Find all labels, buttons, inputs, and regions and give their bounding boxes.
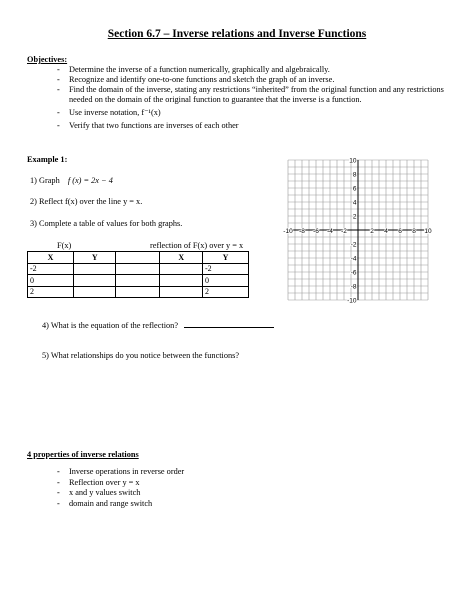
x-tick-label: -6	[313, 228, 319, 235]
property-item: - domain and range switch	[57, 499, 184, 509]
table-cell[interactable]	[74, 286, 116, 298]
table-header-row	[28, 252, 249, 264]
table-row	[28, 286, 249, 298]
y-tick-label: -8	[350, 283, 357, 291]
y-tick-label: -6	[350, 269, 357, 277]
y-tick-label: 8	[352, 171, 357, 179]
y-tick-label: -10	[347, 297, 357, 305]
header-y: Y	[74, 252, 116, 264]
property-item: - Reflection over y = x	[57, 478, 184, 488]
x-tick-label: 6	[398, 228, 402, 235]
header-gap	[116, 252, 160, 264]
table-cell[interactable]	[74, 275, 116, 287]
x-tick-label: -2	[341, 228, 347, 235]
function-expression: f (x) = 2x − 4	[67, 176, 113, 185]
table-cell	[116, 275, 160, 287]
y-tick-label: -4	[350, 255, 357, 263]
values-table	[27, 251, 249, 298]
table-cell[interactable]: 2	[202, 286, 248, 298]
table-cell	[116, 286, 160, 298]
x-tick-label: -8	[299, 228, 305, 235]
table-row	[28, 275, 249, 287]
x-tick-label: 4	[384, 228, 388, 235]
coordinate-grid-svg	[280, 156, 440, 306]
y-tick-label: 6	[352, 185, 357, 193]
objective-item: - Use inverse notation, f⁻¹(x)	[57, 108, 452, 118]
y-tick-label: 2	[352, 213, 357, 221]
page-title: Section 6.7 – Inverse relations and Inverse Functions	[107, 28, 367, 40]
table-cell[interactable]: 0	[28, 275, 74, 287]
step-4-text: 4) What is the equation of the reflection?	[42, 321, 179, 330]
table-cell[interactable]	[160, 263, 202, 275]
y-tick-label: 4	[352, 199, 357, 207]
property-item: - x and y values switch	[57, 488, 184, 498]
step-4	[42, 320, 274, 331]
objective-item: - Determine the inverse of a function numerically, graphically and algebraically.	[57, 65, 452, 75]
header-y-reflect: Y	[202, 252, 248, 264]
objectives-heading: Objectives:	[27, 55, 68, 64]
y-tick-label: -2	[350, 241, 357, 249]
objective-item: - Verify that two functions are inverses of each other	[57, 121, 452, 131]
table-cell	[116, 263, 160, 275]
table-label-original: F(x)	[57, 241, 72, 250]
table-row	[28, 263, 249, 275]
properties-heading: 4 properties of inverse relations	[27, 450, 139, 459]
step-5: 5) What relationships do you notice between the functions?	[42, 351, 240, 360]
property-item: - Inverse operations in reverse order	[57, 467, 184, 477]
objectives-list	[57, 65, 452, 131]
step-2: 2) Reflect f(x) over the line y = x.	[30, 197, 143, 206]
table-cell[interactable]: -2	[202, 263, 248, 275]
step-1	[30, 176, 113, 186]
table-cell[interactable]	[74, 263, 116, 275]
x-tick-label: 8	[412, 228, 416, 235]
x-tick-label: 10	[424, 228, 432, 235]
step-1-text: 1) Graph	[30, 176, 60, 185]
table-cell[interactable]: 2	[28, 286, 74, 298]
x-tick-label: -4	[327, 228, 333, 235]
table-cell[interactable]	[160, 286, 202, 298]
header-x-reflect: X	[160, 252, 202, 264]
objective-item: - Find the domain of the inverse, stating any restrictions “inherited” from the original function and any restrictions needed on the domain of the original function to guarantee that the inverse is a function.	[57, 85, 452, 104]
table-cell[interactable]: 0	[202, 275, 248, 287]
answer-blank[interactable]	[184, 320, 274, 328]
coordinate-grid[interactable]	[280, 156, 440, 309]
y-tick-label: 10	[349, 157, 357, 165]
table-cell[interactable]	[160, 275, 202, 287]
table-label-reflection: reflection of F(x) over y = x	[150, 241, 244, 250]
properties-list	[57, 467, 184, 509]
step-3: 3) Complete a table of values for both graphs.	[30, 219, 183, 228]
x-tick-label: 2	[370, 228, 374, 235]
objective-item: - Recognize and identify one-to-one functions and sketch the graph of an inverse.	[57, 75, 452, 85]
x-tick-label: -10	[283, 228, 293, 235]
example-heading: Example 1:	[27, 155, 68, 164]
table-cell[interactable]: -2	[28, 263, 74, 275]
header-x: X	[28, 252, 74, 264]
